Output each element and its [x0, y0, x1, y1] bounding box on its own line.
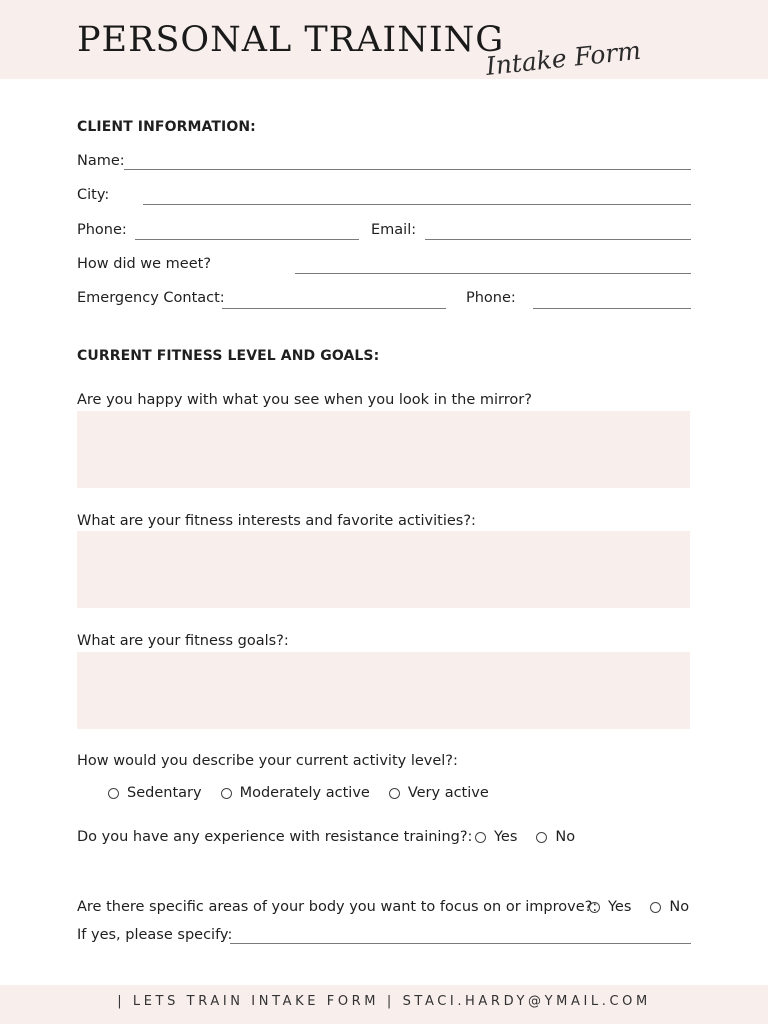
client-info-heading: CLIENT INFORMATION: [77, 119, 256, 135]
mirror-answer-box[interactable] [77, 411, 690, 488]
focus-option-yes[interactable] [589, 899, 631, 915]
resistance-option-yes[interactable] [475, 829, 517, 845]
option-label: Very active [407, 785, 489, 801]
how-met-label: How did we meet? [77, 256, 212, 272]
radio-icon [475, 832, 486, 843]
email-label: Email: [371, 222, 417, 238]
activity-question: How would you describe your current activity level?: [77, 753, 458, 769]
emergency-phone-field[interactable] [533, 308, 691, 309]
city-field[interactable] [143, 204, 691, 205]
radio-icon [536, 832, 547, 843]
city-label: City: [77, 187, 110, 203]
fitness-heading: CURRENT FITNESS LEVEL AND GOALS: [77, 348, 380, 364]
page-subtitle: Intake Form [484, 35, 643, 81]
interests-answer-box[interactable] [77, 531, 690, 608]
focus-option-no[interactable] [650, 899, 689, 915]
emergency-contact-label: Emergency Contact: [77, 290, 225, 306]
radio-icon [650, 902, 661, 913]
mirror-question: Are you happy with what you see when you look in the mirror? [77, 392, 532, 408]
option-label: Yes [494, 829, 518, 845]
radio-icon [221, 788, 232, 799]
how-met-field[interactable] [295, 273, 691, 274]
activity-option-sedentary[interactable] [108, 785, 202, 801]
name-field[interactable] [124, 169, 691, 170]
radio-icon [108, 788, 119, 799]
option-label: Moderately active [239, 785, 370, 801]
resistance-question: Do you have any experience with resistance training?: [77, 829, 473, 845]
phone-label: Phone: [77, 222, 127, 238]
name-label: Name: [77, 153, 125, 169]
option-label: Yes [608, 899, 632, 915]
activity-option-moderate[interactable] [221, 785, 370, 801]
emergency-contact-field[interactable] [222, 308, 446, 309]
page-title: PERSONAL TRAINING [77, 20, 505, 60]
goals-question: What are your fitness goals?: [77, 633, 289, 649]
resistance-options [475, 829, 575, 845]
interests-question: What are your fitness interests and favorite activities?: [77, 513, 476, 529]
email-field[interactable] [425, 239, 691, 240]
phone-field[interactable] [135, 239, 359, 240]
activity-level-options [108, 785, 489, 801]
option-label: Sedentary [127, 785, 202, 801]
specify-label: If yes, please specify: [77, 927, 233, 943]
radio-icon [389, 788, 400, 799]
focus-question: Are there specific areas of your body you want to focus on or improve?: [77, 899, 598, 915]
resistance-option-no[interactable] [536, 829, 575, 845]
specify-field[interactable] [230, 943, 691, 944]
footer-text: | LETS TRAIN INTAKE FORM | STACI.HARDY@YMAIL.COM [117, 994, 651, 1009]
option-label: No [669, 899, 690, 915]
option-label: No [555, 829, 576, 845]
radio-icon [589, 902, 600, 913]
focus-options [589, 899, 689, 915]
goals-answer-box[interactable] [77, 652, 690, 729]
activity-option-very-active[interactable] [389, 785, 489, 801]
emergency-phone-label: Phone: [466, 290, 516, 306]
